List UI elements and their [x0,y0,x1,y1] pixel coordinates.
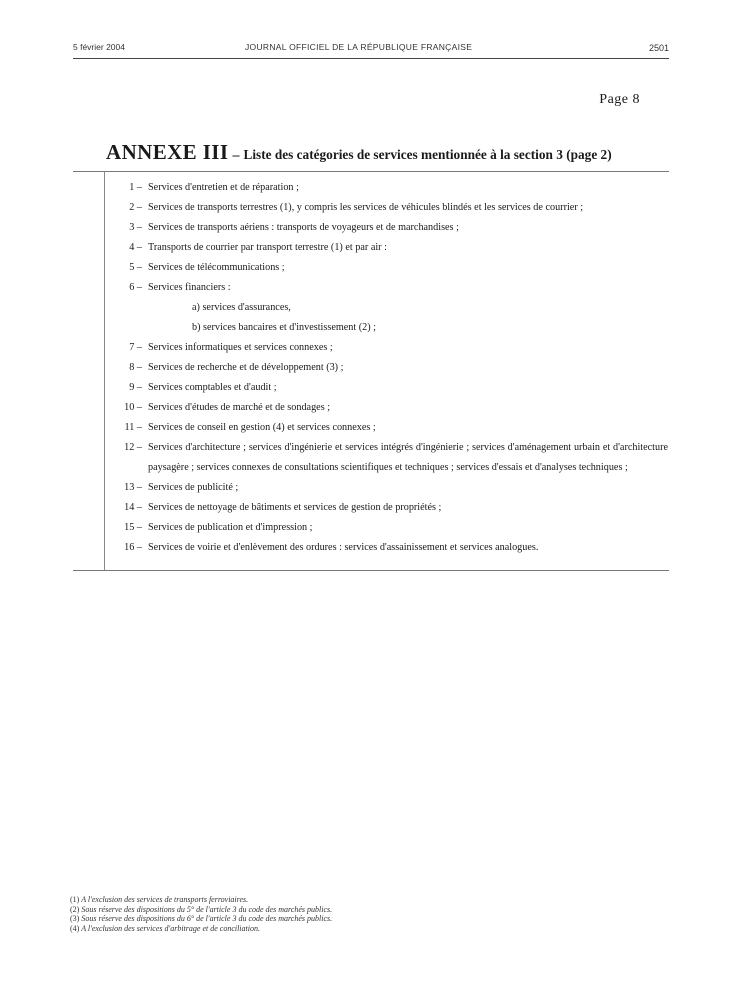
list-item [108,518,668,538]
list-item [108,418,668,438]
item-text: Services de nettoyage de bâtiments et services de gestion de propriétés ; [148,502,442,513]
item-number: 5 – [129,262,142,273]
item-number: 13 – [124,482,142,493]
item-text: Services d'architecture ; services d'ingénierie et services intégrés d'ingénierie ; services d'aménagement urbain et d'architecture paysagère ; services connexes de consultations scientifiques et techniques ; services d'essais et d'analyses techniques ; [148,442,668,473]
list-item [108,378,668,398]
list-item [108,198,668,218]
item-number: 3 – [129,222,142,233]
footnote [70,905,670,915]
item-text: Services d'entretien et de réparation ; [148,182,299,193]
header-date: 5 février 2004 [73,42,125,52]
item-number: 15 – [124,522,142,533]
item-number: 9 – [129,382,142,393]
list-item [108,358,668,378]
item-number: 16 – [124,542,142,553]
footnote-text: Sous réserve des dispositions du 5° de l'article 3 du code des marchés publics. [81,904,333,914]
item-text: Services de transports aériens : transports de voyageurs et de marchandises ; [148,222,459,233]
annex-number: ANNEXE III [106,140,229,164]
item-text: b) services bancaires et d'investissement (2) ; [192,322,377,333]
item-number: 1 – [129,182,142,193]
list-item [108,538,668,558]
item-number: 8 – [129,362,142,373]
list-item [108,438,668,478]
item-number: 11 – [124,422,142,433]
list-item [108,258,668,278]
table-top-rule [73,171,669,172]
item-text: Services de voirie et d'enlèvement des ordures : services d'assainissement et services analogues. [148,542,539,553]
list-item [108,498,668,518]
list-item [108,278,668,298]
list-item [108,178,668,198]
item-text: Services de recherche et de développement (3) ; [148,362,344,373]
item-text: Services comptables et d'audit ; [148,382,277,393]
list-item [108,338,668,358]
footnotes [70,895,670,933]
table-bottom-rule [73,570,669,571]
service-category-list [108,178,668,558]
item-text: Services d'études de marché et de sondages ; [148,402,331,413]
item-text: a) services d'assurances, [192,302,291,313]
header-page-number: 2501 [648,43,669,53]
list-item [108,298,668,318]
item-number: 14 – [124,502,142,513]
footnote-text: A l'exclusion des services d'arbitrage et de conciliation. [81,923,260,933]
footnote-number: (1) [70,895,80,904]
item-text: Services financiers : [148,282,231,293]
annex-title [106,140,612,165]
footnote [70,924,670,934]
item-number: 6 – [129,282,142,293]
list-item [108,478,668,498]
list-item [108,398,668,418]
footnote-number: (4) [70,923,80,933]
table-left-rule [104,171,105,570]
list-item [108,318,668,338]
item-number: 4 – [129,242,142,253]
footnote [70,914,670,924]
footnote-text: Sous réserve des dispositions du 6° de l'article 3 du code des marchés publics. [81,914,333,923]
page-header [73,38,669,56]
item-text: Transports de courrier par transport terrestre (1) et par air : [148,242,387,253]
footnote-number: (2) [70,904,80,914]
footnote-number: (3) [70,914,80,923]
list-item [108,238,668,258]
page-label: Page 8 [599,92,640,107]
header-journal-title: JOURNAL OFFICIEL DE LA RÉPUBLIQUE FRANÇAISE [245,42,473,52]
item-text: Services de publicité ; [148,482,239,493]
item-number: 7 – [129,342,142,353]
item-text: Services de publication et d'impression ; [148,522,313,533]
list-item [108,218,668,238]
item-number: 10 – [124,402,142,413]
item-text: Services de télécommunications ; [148,262,285,273]
footnote-text: A l'exclusion des services de transports ferroviaires. [81,895,249,904]
annex-subtitle: Liste des catégories de services mentionnée à la section 3 (page 2) [243,147,612,162]
item-text: Services de conseil en gestion (4) et services connexes ; [148,422,376,433]
item-number: 12 – [124,442,142,453]
header-divider [73,58,669,59]
item-text: Services de transports terrestres (1), y compris les services de véhicules blindés et les services de courrier ; [148,202,584,213]
item-number: 2 – [129,202,142,213]
item-text: Services informatiques et services connexes ; [148,342,333,353]
title-dash: – [232,148,240,163]
footnote [70,895,670,905]
